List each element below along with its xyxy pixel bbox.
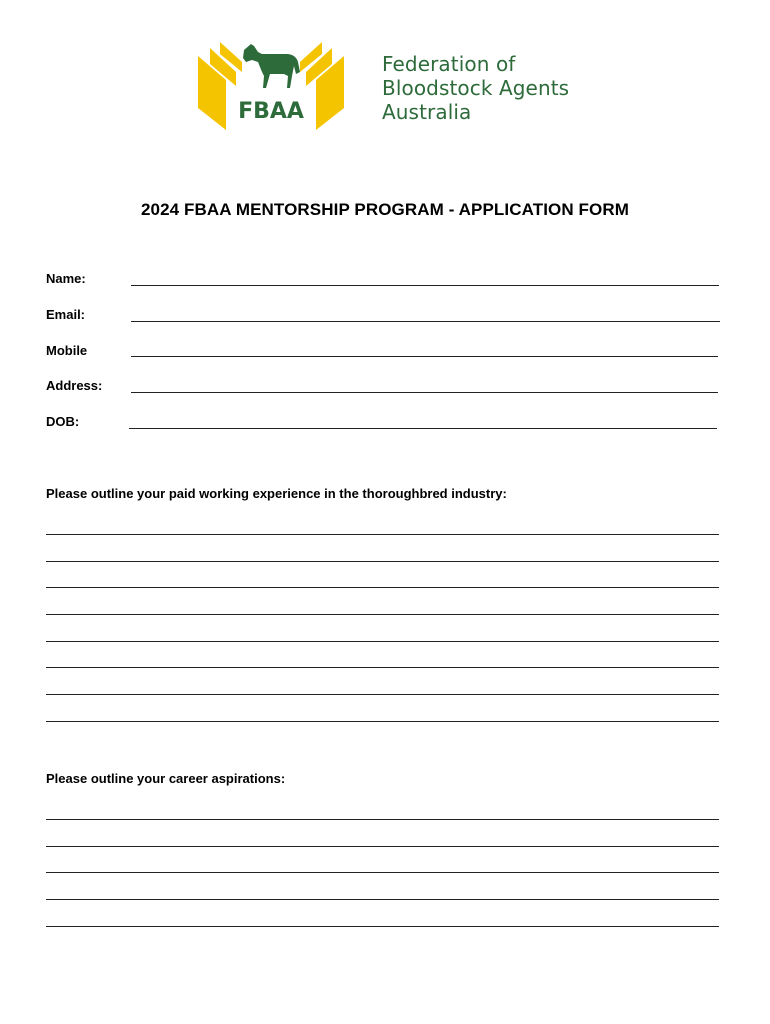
experience-answer-line[interactable] <box>46 641 719 642</box>
org-name-line-3: Australia <box>382 100 472 124</box>
career-answer-line[interactable] <box>46 926 719 927</box>
career-answer-line[interactable] <box>46 899 719 900</box>
experience-answer-line[interactable] <box>46 667 719 668</box>
experience-answer-line[interactable] <box>46 587 719 588</box>
experience-answer-line[interactable] <box>46 561 719 562</box>
mobile-field[interactable] <box>131 356 718 357</box>
email-field[interactable] <box>131 321 720 322</box>
career-answer-line[interactable] <box>46 819 719 820</box>
career-answer-line[interactable] <box>46 846 719 847</box>
form-title: 2024 FBAA MENTORSHIP PROGRAM - APPLICATION FORM <box>141 200 629 219</box>
fbaa-logo <box>196 38 596 138</box>
experience-answer-line[interactable] <box>46 721 719 722</box>
org-name-line-1: Federation of <box>382 52 516 76</box>
dob-label: DOB: <box>46 414 80 429</box>
name-label: Name: <box>46 271 86 286</box>
name-field[interactable] <box>131 285 719 286</box>
experience-answer-line[interactable] <box>46 614 719 615</box>
address-field[interactable] <box>131 392 718 393</box>
org-name-line-2: Bloodstock Agents <box>382 76 570 100</box>
career-aspirations-question: Please outline your career aspirations: <box>46 771 286 786</box>
mobile-label: Mobile <box>46 343 88 358</box>
experience-question: Please outline your paid working experience in the thoroughbred industry: <box>46 486 507 501</box>
fbaa-emblem-icon <box>196 38 346 138</box>
logo-text: FBAA <box>238 99 304 124</box>
career-answer-line[interactable] <box>46 872 719 873</box>
organisation-name <box>382 52 569 124</box>
address-label: Address: <box>46 378 103 393</box>
experience-answer-line[interactable] <box>46 534 719 535</box>
experience-answer-line[interactable] <box>46 694 719 695</box>
dob-field[interactable] <box>129 428 717 429</box>
email-label: Email: <box>46 307 86 322</box>
